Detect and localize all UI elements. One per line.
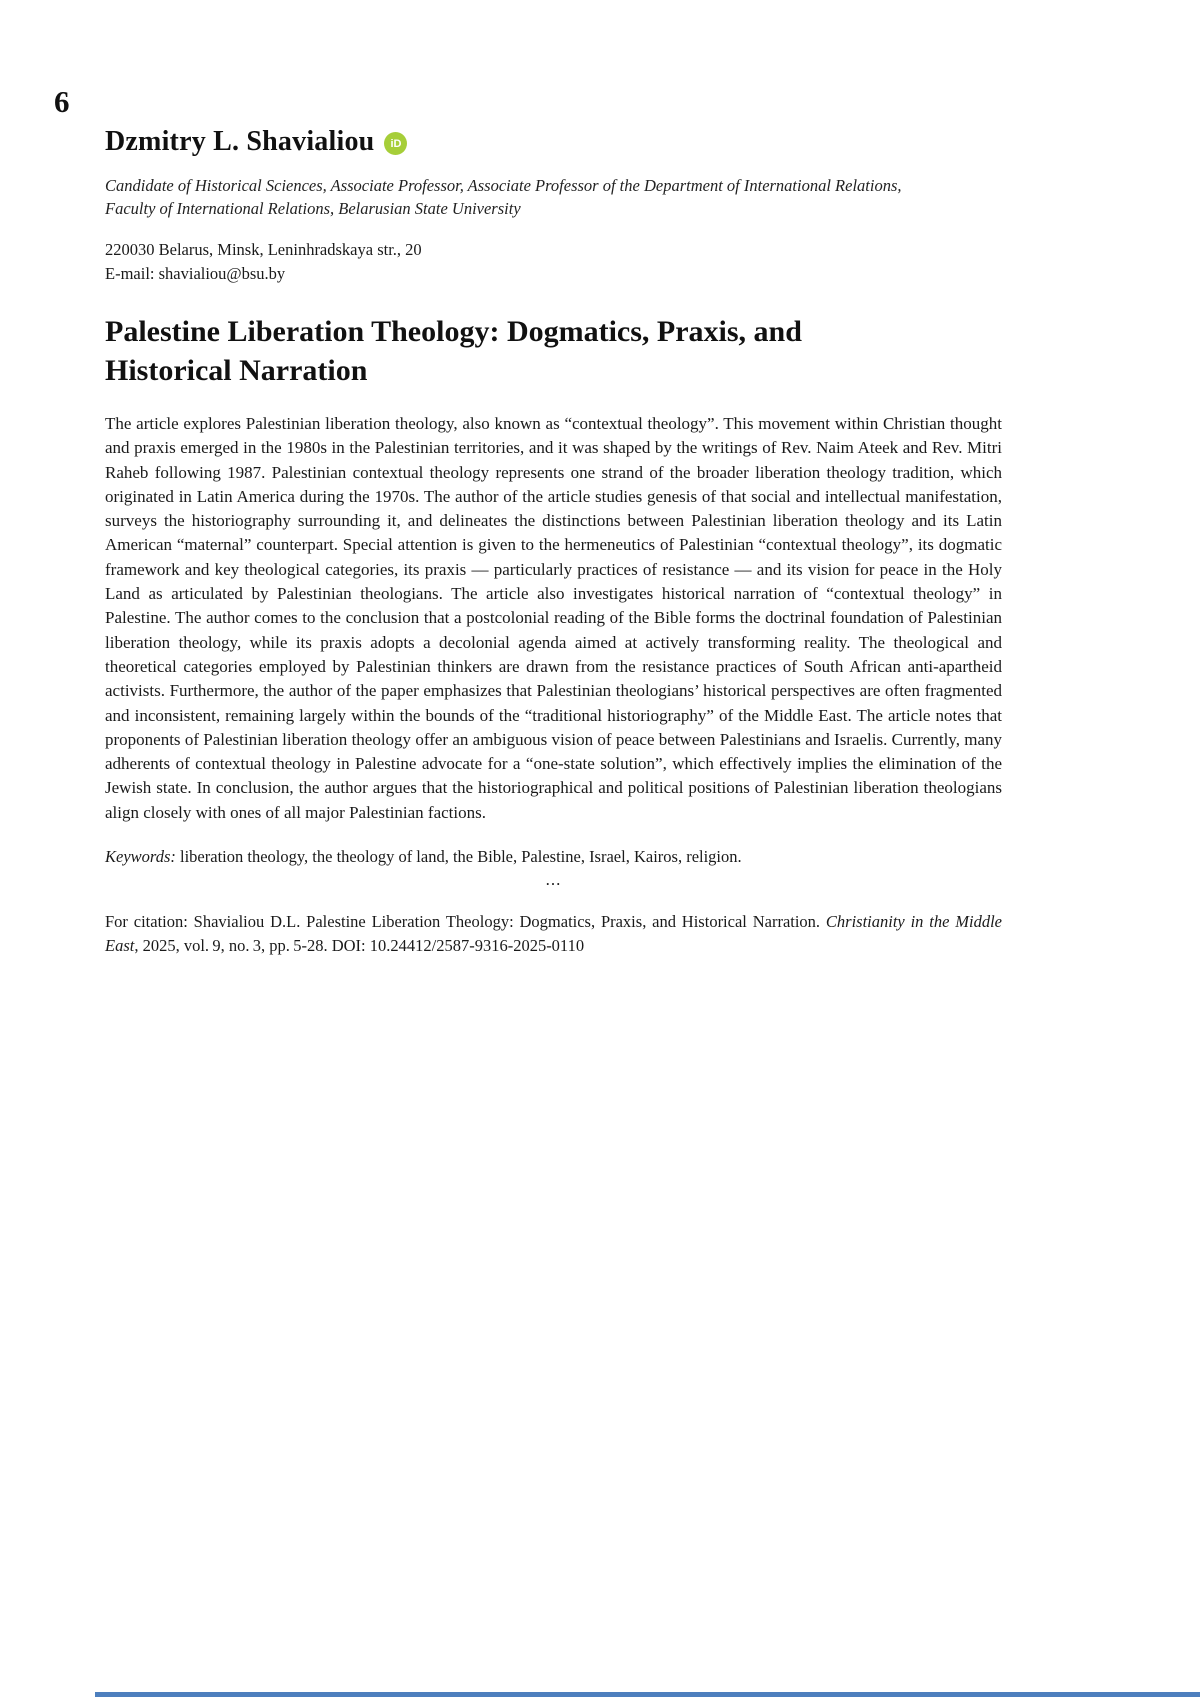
footer-accent-bar	[95, 1692, 1200, 1697]
author-contact-block	[105, 238, 1002, 286]
author-address: 220030 Belarus, Minsk, Leninhradskaya str., 20	[105, 240, 422, 259]
citation-prefix: For citation: Shavialiou D.L. Palestine Liberation Theology: Dogmatics, Praxis, and Historical Narration.	[105, 912, 826, 932]
citation-line	[105, 910, 1002, 959]
article-title: Palestine Liberation Theology: Dogmatics, Praxis, and Historical Narration	[105, 315, 802, 387]
keywords-label: Keywords:	[105, 847, 176, 867]
page-number: 6	[54, 84, 70, 119]
author-name: Dzmitry L. Shavialiou	[105, 126, 375, 157]
article-abstract: The article explores Palestinian liberation theology, also known as “contextual theology”. This movement within Christian thought and praxis emerged in the 1980s in the Palestinian territories, and it was shaped by the writings of Rev. Naim Ateek and Rev. Mitri Raheb following 1987. Palestinian contextual theology represents one strand of the broader liberation theology tradition, which originated in Latin America during the 1970s. The author of the article studies genesis of that social and intellectual manifestation, surveys the historiography surrounding it, and delineates the distinctions between Palestinian liberation theology and its Latin American “maternal” counterpart. Special attention is given to the hermeneutics of Palestinian “contextual theology”, its dogmatic framework and key theological categories, its praxis — particularly practices of resistance — and its vision for peace in the Holy Land as articulated by Palestinian theologians. The article also investigates historical narration of “contextual theology” in Palestine. The author comes to the conclusion that a postcolonial reading of the Bible forms the doctrinal foundation of Palestinian liberation theology, while its praxis adopts a decolonial agenda aimed at actively transforming reality. The theological and theoretical categories employed by Palestinian thinkers are drawn from the resistance practices of South African anti-apartheid activists. Furthermore, the author of the paper emphasizes that Palestinian theologians’ historical perspectives are often fragmented and inconsistent, remaining largely within the bounds of the “traditional historiography” of the Middle East. The article notes that proponents of Palestinian liberation theology offer an ambiguous vision of peace between Palestinians and Israelis. Currently, many adherents of contextual theology in Palestine advocate for a “one-state solution”, which effectively implies the elimination of the Jewish state. In conclusion, the author argues that the historiographical and political positions of Palestinian liberation theologians align closely with ones of all major Palestinian factions.	[105, 414, 1002, 822]
keywords-line	[105, 845, 1002, 868]
author-affiliation: Candidate of Historical Sciences, Associate Professor, Associate Professor of the Department of International Relations, Faculty of International Relations, Belarusian State University	[105, 176, 902, 218]
section-separator-dots: ...	[545, 870, 562, 890]
keywords-text: liberation theology, the theology of land, the Bible, Palestine, Israel, Kairos, religion.	[175, 847, 742, 867]
citation-suffix: , 2025, vol. 9, no. 3, pp. 5-28. DOI: 10.24412/2587-9316-2025-0110	[134, 936, 585, 956]
citation-journal-name: Christianity in the Middle East	[105, 912, 1002, 956]
author-email: E-mail: shavialiou@bsu.by	[105, 264, 286, 283]
orcid-icon[interactable]: iD	[384, 132, 407, 155]
page-content	[105, 126, 1002, 959]
author-line	[105, 126, 1002, 158]
